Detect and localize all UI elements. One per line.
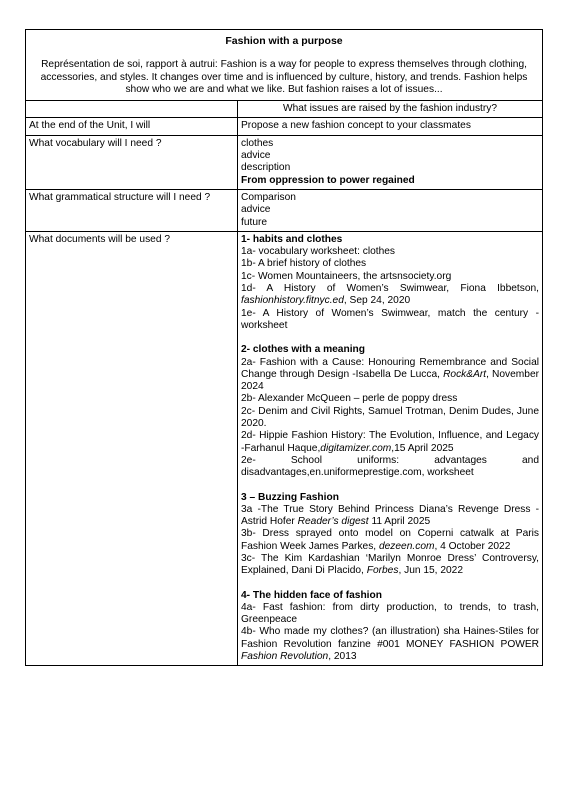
grammar-item: future (241, 216, 268, 228)
document-entry: 2b- Alexander McQueen – perle de poppy dress (241, 393, 458, 405)
vocabulary-item: clothes (241, 137, 274, 149)
grammar-item: advice (241, 204, 271, 216)
question-row (26, 101, 543, 118)
question-cell: What issues are raised by the fashion industry? (238, 101, 543, 118)
header-row (26, 30, 543, 101)
unit-plan-table (25, 29, 543, 666)
section-title: 3 – Buzzing Fashion (241, 491, 339, 503)
section-title: 2- clothes with a meaning (241, 344, 365, 356)
document-entry: 2a- Fashion with a Cause: Honouring Remembrance and Social Change through Design -Isabella De Lucca, Rock&Art, November 2024 (241, 356, 540, 393)
vocabulary-label: What vocabulary will I need ? (26, 135, 238, 189)
document-entry: 1b- A brief history of clothes (241, 258, 367, 270)
grammar-cell (238, 189, 543, 231)
end-of-unit-row (26, 118, 543, 135)
section-gap (241, 480, 539, 492)
document-entry: 2c- Denim and Civil Rights, Samuel Trotman, Denim Dudes, June 2020. (241, 405, 540, 430)
grammar-label: What grammatical structure will I need ? (26, 189, 238, 231)
section-gap (241, 578, 539, 590)
document-entry: 3c- The Kim Kardashian ‘Marilyn Monroe Dress’ Controversy, Explained, Dani Di Placido, Forbes, Jun 15, 2022 (241, 552, 540, 577)
document-title: Fashion with a purpose (225, 35, 343, 47)
documents-row (26, 231, 543, 666)
section-title: 1- habits and clothes (241, 233, 343, 245)
vocabulary-item: advice (241, 150, 271, 162)
intro-text: Représentation de soi, rapport à autrui: Fashion is a way for people to express themselves through clothing, accessories, and styles. It changes over time and is influenced by culture, history, and trends. Fashion helps show who we are and what we like. But fashion raises a lot of issues... (40, 59, 528, 95)
vocabulary-cell (238, 135, 543, 189)
vocabulary-theme: From oppression to power regained (241, 174, 415, 186)
unit-plan-document (25, 29, 542, 666)
document-entry: 1a- vocabulary worksheet: clothes (241, 246, 396, 258)
grammar-item: Comparison (241, 191, 296, 203)
document-entry: 1e- A History of Women’s Swimwear, match the century - worksheet (241, 307, 540, 331)
end-of-unit-value: Propose a new fashion concept to your classmates (238, 118, 543, 135)
vocabulary-row (26, 135, 543, 189)
document-entry: 1c- Women Mountaineers, the artsnsociety.org (241, 270, 452, 282)
document-entry: 1d- A History of Women’s Swimwear, Fiona Ibbetson, fashionhistory.fitnyc.ed, Sep 24, 2020 (241, 283, 540, 307)
header-cell (26, 30, 543, 101)
document-entry: 2e- School uniforms: advantages and disadvantages,en.uniformeprestige.com, worksheet (241, 454, 540, 479)
section-gap (241, 332, 539, 344)
end-of-unit-label: At the end of the Unit, I will (26, 118, 238, 135)
documents-cell (238, 231, 543, 666)
document-entry: 2d- Hippie Fashion History: The Evolution, Influence, and Legacy -Farhanul Haque,digitamizer.com,15 April 2025 (241, 430, 540, 454)
section-title: 4- The hidden face of fashion (241, 589, 382, 601)
grammar-row (26, 189, 543, 231)
document-entry: 3a -The True Story Behind Princess Diana’s Revenge Dress - Astrid Hofer Reader’s digest 11 April 2025 (241, 503, 540, 528)
document-entry: 3b- Dress sprayed onto model on Coperni catwalk at Paris Fashion Week James Parkes, dezeen.com, 4 October 2022 (241, 528, 540, 552)
vocabulary-item: description (241, 162, 291, 174)
question-empty-cell (26, 101, 238, 118)
document-entry: 4a- Fast fashion: from dirty production, to trends, to trash, Greenpeace (241, 601, 540, 626)
document-entry: 4b- Who made my clothes? (an illustration) sha Haines-Stiles for Fashion Revolution fanzine #001 MONEY FASHION POWER Fashion Revolution, 2013 (241, 626, 540, 663)
documents-label: What documents will be used ? (26, 231, 238, 666)
